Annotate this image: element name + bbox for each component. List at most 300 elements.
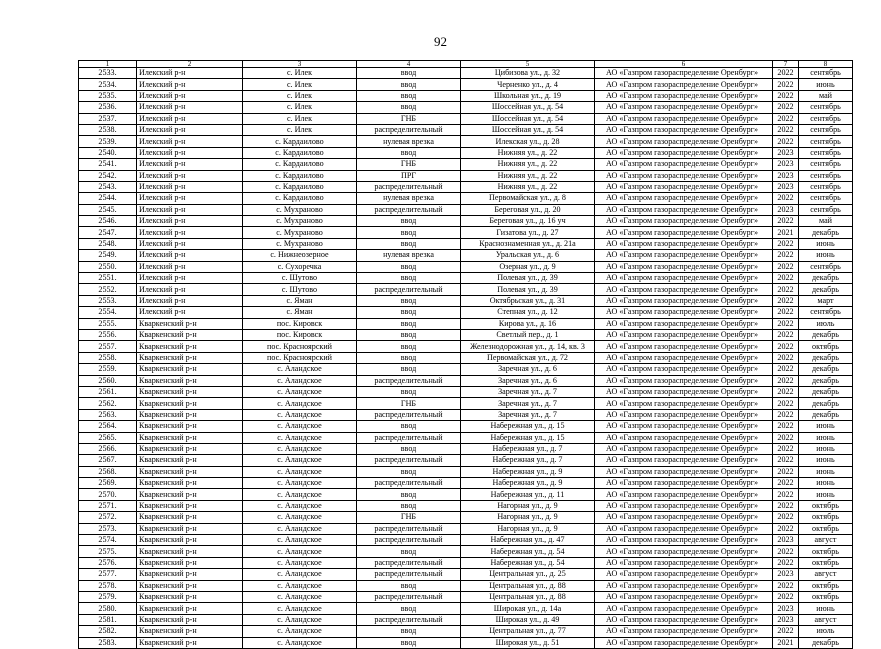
row-number-cell: 2563. — [79, 409, 137, 420]
row-number-cell: 2560. — [79, 375, 137, 386]
organization-cell: АО «Газпром газораспределение Оренбург» — [595, 466, 773, 477]
address-cell: Заречная ул., д. 6 — [461, 364, 595, 375]
address-cell: Илекская ул., д. 28 — [461, 136, 595, 147]
column-number-row — [79, 61, 853, 68]
settlement-cell: с. Аландское — [243, 523, 357, 534]
settlement-cell: с. Яман — [243, 307, 357, 318]
object-type-cell: ввод — [357, 637, 461, 648]
organization-cell: АО «Газпром газораспределение Оренбург» — [595, 284, 773, 295]
row-number-cell: 2577. — [79, 569, 137, 580]
object-type-cell: распределительный — [357, 204, 461, 215]
organization-cell: АО «Газпром газораспределение Оренбург» — [595, 409, 773, 420]
month-cell: декабрь — [799, 637, 853, 648]
table-row — [79, 535, 853, 546]
settlement-cell: с. Шутово — [243, 273, 357, 284]
row-number-cell: 2544. — [79, 193, 137, 204]
year-cell: 2022 — [773, 580, 799, 591]
organization-cell: АО «Газпром газораспределение Оренбург» — [595, 261, 773, 272]
object-type-cell: ввод — [357, 626, 461, 637]
page-number: 92 — [434, 34, 447, 49]
row-number-cell: 2583. — [79, 637, 137, 648]
object-type-cell: ввод — [357, 238, 461, 249]
address-cell: Набережная ул., д. 11 — [461, 489, 595, 500]
year-cell: 2023 — [773, 569, 799, 580]
row-number-cell: 2566. — [79, 443, 137, 454]
table-row — [79, 591, 853, 602]
district-cell: Кваркенский р-н — [137, 432, 243, 443]
object-type-cell: распределительный — [357, 614, 461, 625]
address-cell: Железнодорожная ул., д. 14, кв. 3 — [461, 341, 595, 352]
organization-cell: АО «Газпром газораспределение Оренбург» — [595, 273, 773, 284]
row-number-cell: 2536. — [79, 102, 137, 113]
row-number-cell: 2574. — [79, 535, 137, 546]
row-number-cell: 2538. — [79, 124, 137, 135]
table-row — [79, 79, 853, 90]
address-cell: Береговая ул., д. 20 — [461, 204, 595, 215]
month-cell: сентябрь — [799, 102, 853, 113]
settlement-cell: с. Кардаилово — [243, 181, 357, 192]
year-cell: 2022 — [773, 68, 799, 79]
district-cell: Кваркенский р-н — [137, 478, 243, 489]
year-cell: 2022 — [773, 329, 799, 340]
year-cell: 2022 — [773, 386, 799, 397]
year-cell: 2022 — [773, 216, 799, 227]
object-type-cell: ввод — [357, 307, 461, 318]
object-type-cell: распределительный — [357, 569, 461, 580]
column-number: 3 — [243, 61, 357, 68]
year-cell: 2022 — [773, 523, 799, 534]
object-type-cell: ввод — [357, 295, 461, 306]
row-number-cell: 2540. — [79, 147, 137, 158]
row-number-cell: 2558. — [79, 352, 137, 363]
year-cell: 2022 — [773, 364, 799, 375]
table-row — [79, 250, 853, 261]
address-cell: Шоссейная ул., д. 54 — [461, 124, 595, 135]
month-cell: декабрь — [799, 273, 853, 284]
column-number: 8 — [799, 61, 853, 68]
month-cell: декабрь — [799, 375, 853, 386]
district-cell: Кваркенский р-н — [137, 591, 243, 602]
object-type-cell: ввод — [357, 386, 461, 397]
object-type-cell: распределительный — [357, 375, 461, 386]
row-number-cell: 2575. — [79, 546, 137, 557]
organization-cell: АО «Газпром газораспределение Оренбург» — [595, 626, 773, 637]
object-type-cell: распределительный — [357, 478, 461, 489]
district-cell: Кваркенский р-н — [137, 421, 243, 432]
settlement-cell: пос. Кировск — [243, 329, 357, 340]
organization-cell: АО «Газпром газораспределение Оренбург» — [595, 443, 773, 454]
object-type-cell: распределительный — [357, 591, 461, 602]
object-type-cell: ввод — [357, 364, 461, 375]
table-row — [79, 443, 853, 454]
address-cell: Школьная ул., д. 19 — [461, 90, 595, 101]
organization-cell: АО «Газпром газораспределение Оренбург» — [595, 557, 773, 568]
month-cell: июнь — [799, 79, 853, 90]
row-number-cell: 2555. — [79, 318, 137, 329]
organization-cell: АО «Газпром газораспределение Оренбург» — [595, 500, 773, 511]
row-number-cell: 2579. — [79, 591, 137, 602]
settlement-cell: с. Илек — [243, 79, 357, 90]
table-row — [79, 170, 853, 181]
organization-cell: АО «Газпром газораспределение Оренбург» — [595, 295, 773, 306]
row-number-cell: 2551. — [79, 273, 137, 284]
year-cell: 2022 — [773, 284, 799, 295]
settlement-cell: с. Аландское — [243, 580, 357, 591]
object-type-cell: ввод — [357, 466, 461, 477]
district-cell: Илекский р-н — [137, 113, 243, 124]
address-cell: Центральная ул., д. 88 — [461, 591, 595, 602]
year-cell: 2023 — [773, 204, 799, 215]
organization-cell: АО «Газпром газораспределение Оренбург» — [595, 193, 773, 204]
settlement-cell: с. Мухраново — [243, 238, 357, 249]
organization-cell: АО «Газпром газораспределение Оренбург» — [595, 170, 773, 181]
year-cell: 2022 — [773, 512, 799, 523]
table-row — [79, 364, 853, 375]
month-cell: декабрь — [799, 227, 853, 238]
row-number-cell: 2569. — [79, 478, 137, 489]
settlement-cell: с. Аландское — [243, 489, 357, 500]
year-cell: 2022 — [773, 546, 799, 557]
settlement-cell: пос. Кировск — [243, 318, 357, 329]
table-row — [79, 318, 853, 329]
table-row — [79, 204, 853, 215]
settlement-cell: с. Шутово — [243, 284, 357, 295]
year-cell: 2022 — [773, 421, 799, 432]
object-type-cell: ГНБ — [357, 398, 461, 409]
table-row — [79, 512, 853, 523]
organization-cell: АО «Газпром газораспределение Оренбург» — [595, 375, 773, 386]
month-cell: декабрь — [799, 284, 853, 295]
object-type-cell: ГНБ — [357, 159, 461, 170]
district-cell: Илекский р-н — [137, 102, 243, 113]
row-number-cell: 2561. — [79, 386, 137, 397]
month-cell: сентябрь — [799, 181, 853, 192]
column-number: 1 — [79, 61, 137, 68]
year-cell: 2022 — [773, 478, 799, 489]
year-cell: 2022 — [773, 432, 799, 443]
organization-cell: АО «Газпром газораспределение Оренбург» — [595, 318, 773, 329]
object-type-cell: ввод — [357, 318, 461, 329]
organization-cell: АО «Газпром газораспределение Оренбург» — [595, 124, 773, 135]
row-number-cell: 2534. — [79, 79, 137, 90]
table-row — [79, 455, 853, 466]
month-cell: август — [799, 614, 853, 625]
year-cell: 2023 — [773, 181, 799, 192]
row-number-cell: 2571. — [79, 500, 137, 511]
settlement-cell: с. Аландское — [243, 557, 357, 568]
address-cell: Черненко ул., д. 4 — [461, 79, 595, 90]
settlement-cell: с. Мухраново — [243, 216, 357, 227]
district-cell: Кваркенский р-н — [137, 603, 243, 614]
settlement-cell: с. Аландское — [243, 614, 357, 625]
month-cell: сентябрь — [799, 147, 853, 158]
address-cell: Набережная ул., д. 54 — [461, 546, 595, 557]
year-cell: 2022 — [773, 136, 799, 147]
settlement-cell: с. Аландское — [243, 535, 357, 546]
district-cell: Илекский р-н — [137, 227, 243, 238]
month-cell: июнь — [799, 238, 853, 249]
organization-cell: АО «Газпром газораспределение Оренбург» — [595, 204, 773, 215]
year-cell: 2022 — [773, 273, 799, 284]
district-cell: Илекский р-н — [137, 261, 243, 272]
object-type-cell: ввод — [357, 500, 461, 511]
month-cell: октябрь — [799, 500, 853, 511]
settlement-cell: с. Аландское — [243, 546, 357, 557]
table-row — [79, 478, 853, 489]
address-cell: Набережная ул., д. 47 — [461, 535, 595, 546]
month-cell: июнь — [799, 443, 853, 454]
organization-cell: АО «Газпром газораспределение Оренбург» — [595, 68, 773, 79]
settlement-cell: с. Аландское — [243, 478, 357, 489]
organization-cell: АО «Газпром газораспределение Оренбург» — [595, 512, 773, 523]
year-cell: 2022 — [773, 79, 799, 90]
address-cell: Набережная ул., д. 15 — [461, 421, 595, 432]
row-number-cell: 2545. — [79, 204, 137, 215]
table-row — [79, 614, 853, 625]
month-cell: сентябрь — [799, 170, 853, 181]
year-cell: 2023 — [773, 159, 799, 170]
organization-cell: АО «Газпром газораспределение Оренбург» — [595, 603, 773, 614]
district-cell: Илекский р-н — [137, 159, 243, 170]
organization-cell: АО «Газпром газораспределение Оренбург» — [595, 523, 773, 534]
object-type-cell: ввод — [357, 329, 461, 340]
object-type-cell: ввод — [357, 79, 461, 90]
object-type-cell: ввод — [357, 261, 461, 272]
object-type-cell: ввод — [357, 580, 461, 591]
district-cell: Кваркенский р-н — [137, 626, 243, 637]
year-cell: 2022 — [773, 307, 799, 318]
settlement-cell: с. Илек — [243, 90, 357, 101]
row-number-cell: 2557. — [79, 341, 137, 352]
settlement-cell: с. Аландское — [243, 364, 357, 375]
row-number-cell: 2553. — [79, 295, 137, 306]
address-cell: Степная ул., д. 12 — [461, 307, 595, 318]
district-cell: Кваркенский р-н — [137, 386, 243, 397]
table-row — [79, 90, 853, 101]
row-number-cell: 2582. — [79, 626, 137, 637]
organization-cell: АО «Газпром газораспределение Оренбург» — [595, 102, 773, 113]
month-cell: октябрь — [799, 557, 853, 568]
row-number-cell: 2546. — [79, 216, 137, 227]
table-row — [79, 386, 853, 397]
year-cell: 2022 — [773, 102, 799, 113]
table-row — [79, 216, 853, 227]
column-number: 5 — [461, 61, 595, 68]
row-number-cell: 2554. — [79, 307, 137, 318]
object-type-cell: распределительный — [357, 535, 461, 546]
row-number-cell: 2552. — [79, 284, 137, 295]
address-cell: Первомайская ул., д. 72 — [461, 352, 595, 363]
settlement-cell: с. Аландское — [243, 443, 357, 454]
address-cell: Нагорная ул., д. 9 — [461, 500, 595, 511]
table-row — [79, 557, 853, 568]
table-row — [79, 409, 853, 420]
organization-cell: АО «Газпром газораспределение Оренбург» — [595, 307, 773, 318]
row-number-cell: 2573. — [79, 523, 137, 534]
address-cell: Кирова ул., д. 16 — [461, 318, 595, 329]
address-cell: Заречная ул., д. 7 — [461, 398, 595, 409]
row-number-cell: 2556. — [79, 329, 137, 340]
address-cell: Заречная ул., д. 7 — [461, 409, 595, 420]
organization-cell: АО «Газпром газораспределение Оренбург» — [595, 489, 773, 500]
district-cell: Илекский р-н — [137, 295, 243, 306]
district-cell: Илекский р-н — [137, 204, 243, 215]
year-cell: 2022 — [773, 352, 799, 363]
row-number-cell: 2547. — [79, 227, 137, 238]
address-cell: Нижняя ул., д. 22 — [461, 147, 595, 158]
table-row — [79, 68, 853, 79]
row-number-cell: 2576. — [79, 557, 137, 568]
table-row — [79, 603, 853, 614]
address-cell: Набережная ул., д. 15 — [461, 432, 595, 443]
district-cell: Кваркенский р-н — [137, 455, 243, 466]
address-cell: Набережная ул., д. 9 — [461, 478, 595, 489]
district-cell: Илекский р-н — [137, 90, 243, 101]
year-cell: 2022 — [773, 443, 799, 454]
table-row — [79, 341, 853, 352]
table-row — [79, 102, 853, 113]
district-cell: Илекский р-н — [137, 181, 243, 192]
district-cell: Кваркенский р-н — [137, 569, 243, 580]
object-type-cell: распределительный — [357, 557, 461, 568]
month-cell: декабрь — [799, 409, 853, 420]
year-cell: 2023 — [773, 603, 799, 614]
settlement-cell: с. Мухраново — [243, 227, 357, 238]
table-row — [79, 398, 853, 409]
settlement-cell: с. Кардаилово — [243, 136, 357, 147]
year-cell: 2022 — [773, 398, 799, 409]
row-number-cell: 2567. — [79, 455, 137, 466]
month-cell: сентябрь — [799, 113, 853, 124]
organization-cell: АО «Газпром газораспределение Оренбург» — [595, 352, 773, 363]
month-cell: июнь — [799, 603, 853, 614]
table-row — [79, 273, 853, 284]
month-cell: июнь — [799, 455, 853, 466]
object-type-cell: ввод — [357, 90, 461, 101]
address-cell: Набережная ул., д. 54 — [461, 557, 595, 568]
settlement-cell: с. Аландское — [243, 512, 357, 523]
organization-cell: АО «Газпром газораспределение Оренбург» — [595, 250, 773, 261]
month-cell: май — [799, 90, 853, 101]
settlement-cell: с. Кардаилово — [243, 147, 357, 158]
row-number-cell: 2580. — [79, 603, 137, 614]
object-type-cell: ввод — [357, 443, 461, 454]
organization-cell: АО «Газпром газораспределение Оренбург» — [595, 580, 773, 591]
month-cell: сентябрь — [799, 68, 853, 79]
settlement-cell: с. Аландское — [243, 386, 357, 397]
district-cell: Илекский р-н — [137, 147, 243, 158]
table-row — [79, 546, 853, 557]
row-number-cell: 2581. — [79, 614, 137, 625]
address-cell: Полевая ул., д. 39 — [461, 284, 595, 295]
year-cell: 2022 — [773, 626, 799, 637]
month-cell: март — [799, 295, 853, 306]
table-row — [79, 375, 853, 386]
organization-cell: АО «Газпром газораспределение Оренбург» — [595, 341, 773, 352]
address-cell: Нижняя ул., д. 22 — [461, 170, 595, 181]
object-type-cell: нулевая врезка — [357, 250, 461, 261]
month-cell: июнь — [799, 466, 853, 477]
year-cell: 2021 — [773, 227, 799, 238]
address-cell: Уральская ул., д. 6 — [461, 250, 595, 261]
address-cell: Центральная ул., д. 88 — [461, 580, 595, 591]
table-row — [79, 580, 853, 591]
settlement-cell: с. Аландское — [243, 398, 357, 409]
month-cell: декабрь — [799, 329, 853, 340]
object-type-cell: ввод — [357, 489, 461, 500]
settlement-cell: с. Сухоречка — [243, 261, 357, 272]
district-cell: Кваркенский р-н — [137, 637, 243, 648]
organization-cell: АО «Газпром газораспределение Оренбург» — [595, 398, 773, 409]
table-row — [79, 147, 853, 158]
year-cell: 2022 — [773, 238, 799, 249]
address-cell: Широкая ул., д. 49 — [461, 614, 595, 625]
month-cell: июль — [799, 626, 853, 637]
district-cell: Кваркенский р-н — [137, 443, 243, 454]
month-cell: сентябрь — [799, 307, 853, 318]
district-cell: Илекский р-н — [137, 79, 243, 90]
row-number-cell: 2562. — [79, 398, 137, 409]
district-cell: Кваркенский р-н — [137, 614, 243, 625]
organization-cell: АО «Газпром газораспределение Оренбург» — [595, 136, 773, 147]
year-cell: 2021 — [773, 637, 799, 648]
organization-cell: АО «Газпром газораспределение Оренбург» — [595, 386, 773, 397]
month-cell: октябрь — [799, 580, 853, 591]
district-cell: Кваркенский р-н — [137, 523, 243, 534]
table-row — [79, 523, 853, 534]
year-cell: 2022 — [773, 489, 799, 500]
organization-cell: АО «Газпром газораспределение Оренбург» — [595, 432, 773, 443]
settlement-cell: с. Аландское — [243, 432, 357, 443]
month-cell: сентябрь — [799, 159, 853, 170]
year-cell: 2022 — [773, 318, 799, 329]
year-cell: 2022 — [773, 124, 799, 135]
object-type-cell: нулевая врезка — [357, 193, 461, 204]
table-row — [79, 637, 853, 648]
district-cell: Кваркенский р-н — [137, 466, 243, 477]
address-cell: Шоссейная ул., д. 54 — [461, 102, 595, 113]
row-number-cell: 2572. — [79, 512, 137, 523]
district-cell: Кваркенский р-н — [137, 329, 243, 340]
organization-cell: АО «Газпром газораспределение Оренбург» — [595, 546, 773, 557]
column-number: 7 — [773, 61, 799, 68]
district-cell: Илекский р-н — [137, 68, 243, 79]
settlement-cell: с. Аландское — [243, 591, 357, 602]
district-cell: Илекский р-н — [137, 136, 243, 147]
address-cell: Октябрьская ул., д. 31 — [461, 295, 595, 306]
row-number-cell: 2539. — [79, 136, 137, 147]
month-cell: октябрь — [799, 523, 853, 534]
month-cell: декабрь — [799, 398, 853, 409]
month-cell: июнь — [799, 421, 853, 432]
organization-cell: АО «Газпром газораспределение Оренбург» — [595, 455, 773, 466]
settlement-cell: с. Аландское — [243, 500, 357, 511]
row-number-cell: 2578. — [79, 580, 137, 591]
object-type-cell: распределительный — [357, 455, 461, 466]
year-cell: 2023 — [773, 170, 799, 181]
settlement-cell: с. Илек — [243, 102, 357, 113]
year-cell: 2022 — [773, 557, 799, 568]
district-cell: Илекский р-н — [137, 238, 243, 249]
month-cell: июнь — [799, 432, 853, 443]
address-cell: Нагорная ул., д. 9 — [461, 523, 595, 534]
district-cell: Кваркенский р-н — [137, 352, 243, 363]
address-cell: Заречная ул., д. 6 — [461, 375, 595, 386]
row-number-cell: 2549. — [79, 250, 137, 261]
organization-cell: АО «Газпром газораспределение Оренбург» — [595, 478, 773, 489]
district-cell: Илекский р-н — [137, 250, 243, 261]
row-number-cell: 2568. — [79, 466, 137, 477]
